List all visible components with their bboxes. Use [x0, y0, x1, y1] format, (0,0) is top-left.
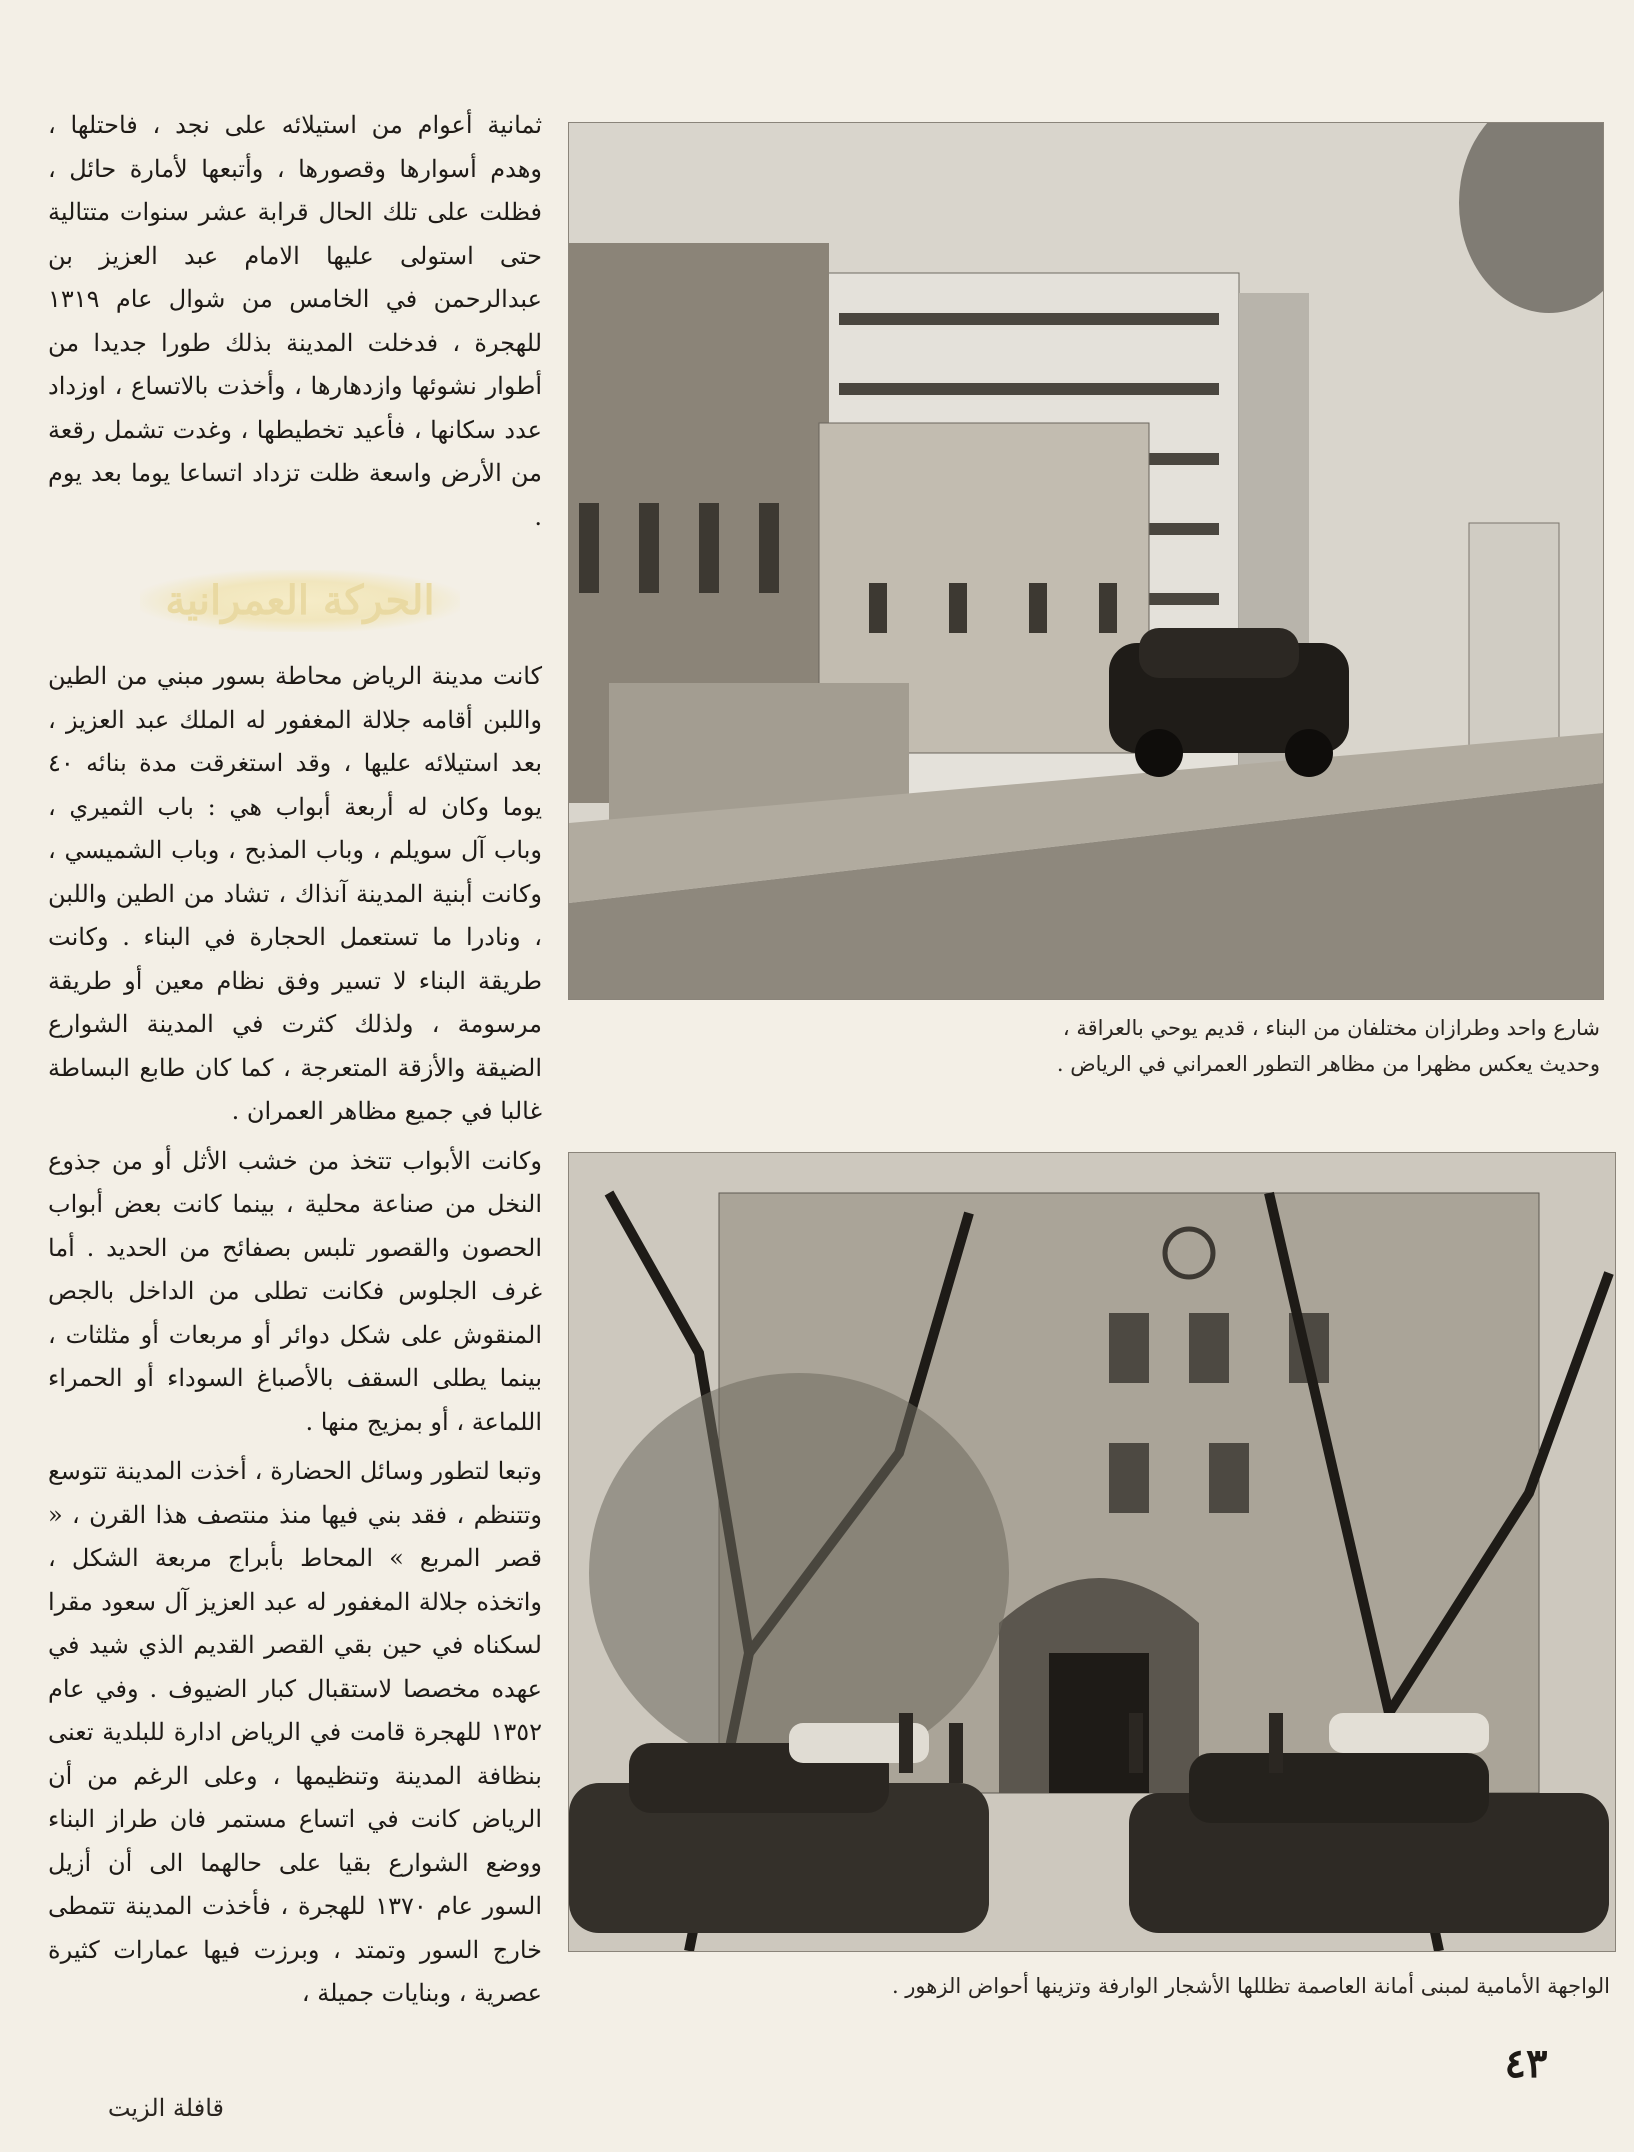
body-paragraph: وتبعا لتطور وسائل الحضارة ، أخذت المدينة تتوسع وتتنظم ، فقد بني فيها منذ منتصف هذا القرن ، « قصر المربع » المحاط بأبراج مربعة الشكل ، واتخذه جلالة المغفور له عبد العزيز آل سعود مقرا لسكناه في حين بقي القصر القديم الذي شيد في عهده مخصصا لاستقبال كبار الضيوف . وفي عام ١٣٥٢ للهجرة قامت في الرياض ادارة للبلدية تعنى بنظافة المدينة وتنظيمها ، وعلى الرغم من أن الرياض كانت في اتساع مستمر فان طراز البناء ووضع الشوارع بقيا على حالهما الى أن أزيل السور عام ١٣٧٠ للهجرة ، فأخذت المدينة تتمطى خارج السور وتمتد ، وبرزت فيها عمارات كثيرة عصرية ، وبنايات جميلة ،	[48, 1457, 542, 2007]
street-photo	[568, 122, 1604, 1000]
article-body-text	[48, 655, 542, 2016]
intro-paragraph: ثمانية أعوام من استيلائه على نجد ، فاحتلها ، وهدم أسوارها وقصورها ، وأتبعها لأمارة حائل ، فظلت على تلك الحال قرابة عشر سنوات متتالية حتى استولى عليها الامام عبد العزيز بن عبدالرحمن في الخامس من شوال عام ١٣١٩ للهجرة ، فدخلت المدينة بذلك طورا جديدا من أطوار نشوئها وازدهارها ، وأخذت بالاتساع ، اوزداد عدد سكانها ، فأعيد تخطيطها ، وغدت تشمل رقعة من الأرض واسعة ظلت تزداد اتساعا يوما بعد يوم .	[48, 111, 542, 531]
section-heading: الحركة العمرانية	[140, 570, 460, 632]
photo-caption-1: شارع واحد وطرازان مختلفان من البناء ، قديم يوحي بالعراقة ، وحديث يعكس مظهرا من مظاهر التطور العمراني في الرياض .	[1056, 1016, 1600, 1076]
body-paragraph: وكانت الأبواب تتخذ من خشب الأثل أو من جذوع النخل من صناعة محلية ، بينما كانت بعض أبواب الحصون والقصور تلبس بصفائح من الحديد . أما غرف الجلوس فكانت تطلى من الداخل بالجص المنقوش على شكل دوائر أو مربعات أو مثلثات ، بينما يطلى السقف بالأصباغ السوداء أو الحمراء اللماعة ، أو بمزيج منها .	[48, 1146, 542, 1436]
article-intro-text	[48, 104, 542, 539]
page-number: ٤٣	[1504, 2040, 1548, 2087]
magazine-name: قافلة الزيت	[107, 2094, 224, 2122]
municipality-building-photo	[568, 1152, 1616, 1952]
body-paragraph: كانت مدينة الرياض محاطة بسور مبني من الطين واللبن أقامه جلالة المغفور له الملك عبد العزيز ، بعد استيلائه عليها ، وقد استغرقت مدة بنائه ٤٠ يوما وكان له أربعة أبواب هي : باب الثميري ، وباب آل سويلم ، وباب المذبح ، وباب الشميسي ، وكانت أبنية المدينة آنذاك ، تشاد من الطين واللبن ، ونادرا ما تستعمل الحجارة في البناء . وكانت طريقة البناء لا تسير وفق نظام معين أو طريقة مرسومة ، ولذلك كثرت في المدينة الشوارع الضيقة والأزقة المتعرجة ، كما كان طابع البساطة غالبا في جميع مظاهر العمران .	[48, 662, 542, 1125]
photo-caption-2: الواجهة الأمامية لمبنى أمانة العاصمة تظللها الأشجار الوارفة وتزينها أحواض الزهور .	[891, 1974, 1610, 1998]
